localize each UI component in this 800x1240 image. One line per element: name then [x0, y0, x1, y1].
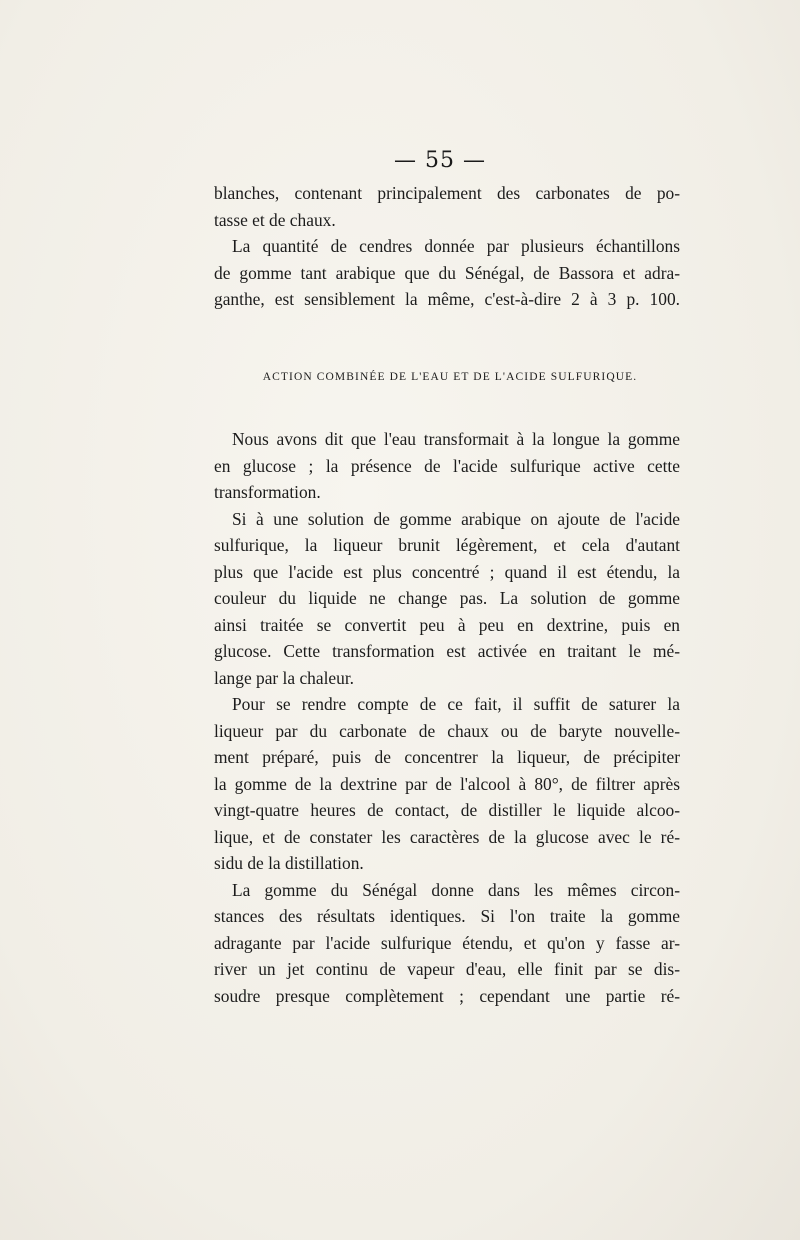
text-line: sidu de la distillation. [214, 853, 364, 873]
text-line: glucose. Cette transformation est activée en traitant le mé- [214, 641, 680, 661]
text-line: ganthe, est sensiblement la même, c'est-à-dire 2 à 3 p. 100. [214, 289, 680, 309]
text-line: liqueur par du carbonate de chaux ou de baryte nouvelle- [214, 720, 680, 741]
text-line: la gomme de la dextrine par de l'alcool à 80°, de filtrer après [214, 773, 680, 794]
text-line: ainsi traitée se convertit peu à peu en dextrine, puis en [214, 614, 680, 635]
page-number: — 55 — [394, 148, 486, 173]
text-line: sulfurique, la liqueur brunit légèrement, et cela d'autant [214, 535, 680, 555]
text-line: lange par la chaleur. [214, 667, 355, 688]
text-line: stances des résultats identiques. Si l'on traite la gomme [214, 906, 680, 926]
text-line: vingt-quatre heures de contact, de distiller le liquide alcoo- [214, 800, 680, 820]
text-line: soudre presque complètement ; cependant une partie ré- [214, 985, 680, 1006]
text-line: adragante par l'acide sulfurique étendu, et qu'on y fasse ar- [214, 932, 680, 953]
text-line: La quantité de cendres donnée par plusieurs échantillons [232, 236, 680, 256]
text-block-top [214, 180, 680, 313]
text-line: Pour se rendre compte de ce fait, il suffit de saturer la [232, 694, 680, 714]
text-line: couleur du liquide ne change pas. La solution de gomme [214, 588, 680, 608]
text-line: blanches, contenant principalement des carbonates de po- [214, 183, 680, 203]
text-line: Nous avons dit que l'eau transformait à la longue la gomme [232, 429, 680, 449]
text-line: plus que l'acide est plus concentré ; quand il est étendu, la [214, 561, 680, 582]
text-block-section [214, 426, 680, 1009]
text-line: tasse et de chaux. [214, 209, 336, 230]
text-line: transformation. [214, 482, 321, 502]
text-line: lique, et de constater les caractères de la glucose avec le ré- [214, 826, 680, 847]
text-line: de gomme tant arabique que du Sénégal, de Bassora et adra- [214, 262, 680, 283]
text-line: river un jet continu de vapeur d'eau, elle finit par se dis- [214, 959, 680, 979]
text-line: Si à une solution de gomme arabique on ajoute de l'acide [232, 508, 680, 529]
text-line: ment préparé, puis de concentrer la liqueur, de précipiter [214, 747, 680, 767]
text-line: en glucose ; la présence de l'acide sulfurique active cette [214, 455, 680, 476]
section-heading: ACTION COMBINÉE DE L'EAU ET DE L'ACIDE SULFURIQUE. [262, 371, 638, 383]
text-line: La gomme du Sénégal donne dans les mêmes circon- [232, 879, 680, 900]
